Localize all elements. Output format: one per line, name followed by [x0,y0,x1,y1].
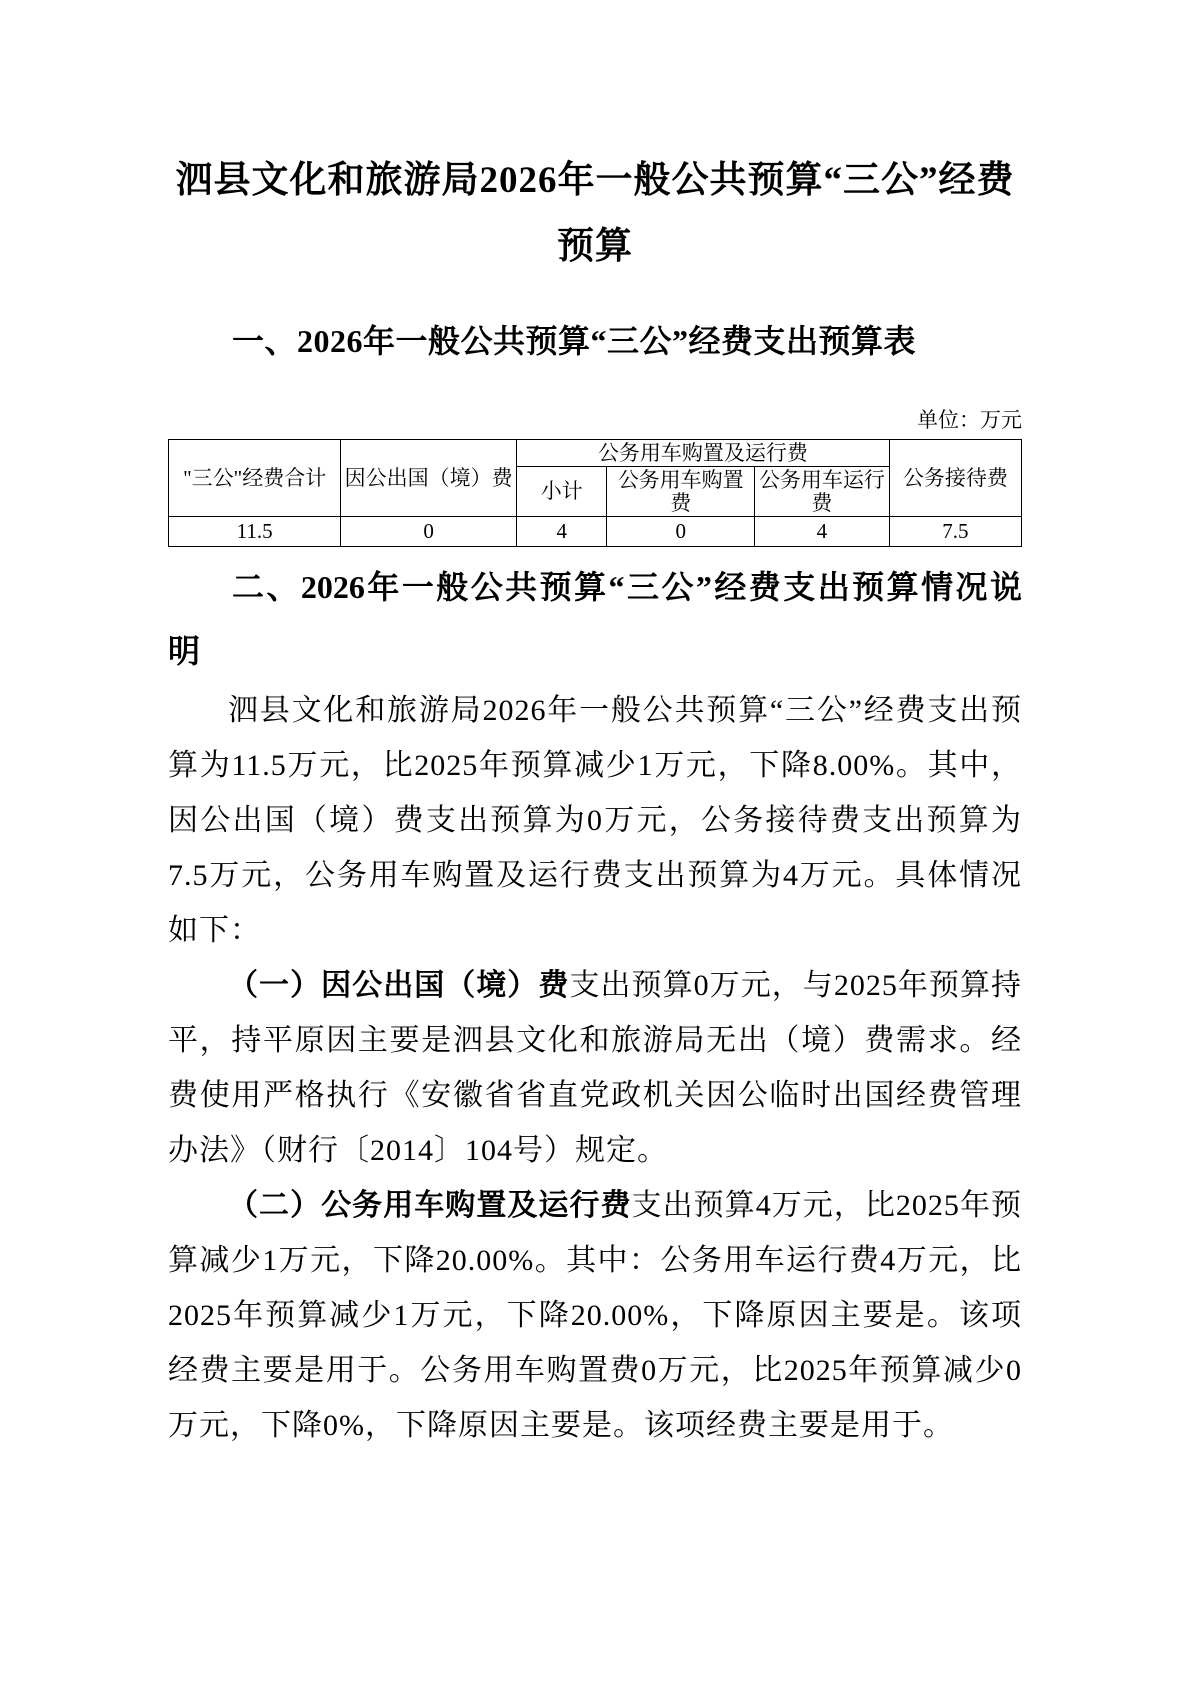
paragraph-vehicle-body: 支出预算4万元，比2025年预算减少1万元，下降20.00%。其中：公务用车运行费4万元，比2025年预算减少1万元，下降20.00%，下降原因主要是。该项经费主要是用于。公务用车购置费0万元，比2025年预算减少0万元，下降0%，下降原因主要是。该项经费主要是用于。 [168,1189,1023,1442]
col-header-total: "三公"经费合计 [169,440,341,517]
section1-heading: 一、2026年一般公共预算“三公”经费支出预算表 [232,323,917,359]
col-header-purchase: 公务用车购置费 [607,467,755,517]
table-row [169,517,1022,547]
unit-label: 单位：万元 [917,408,1022,432]
page-title-line1: 泗县文化和旅游局2026年一般公共预算“三公”经费 [175,160,1015,201]
section2-heading-line2: 明 [168,633,201,669]
value-reception: 7.5 [889,517,1021,547]
paragraph-vehicle-lead: （二）公务用车购置及运行费 [228,1189,632,1222]
value-subtotal: 4 [517,517,607,547]
value-operation: 4 [754,517,889,547]
paragraph-abroad [168,958,1022,1178]
section2-heading [168,555,1022,683]
col-header-abroad: 因公出国（境）费 [341,440,517,517]
paragraph-abroad-body: 支出预算0万元，与2025年预算持平，持平原因主要是泗县文化和旅游局无出（境）费需求。经费使用严格执行《安徽省省直党政机关因公临时出国经费管理办法》（财行〔2014〕104号）规定。 [168,969,1023,1167]
value-purchase: 0 [607,517,755,547]
document-content [168,0,1022,1453]
value-abroad: 0 [341,517,517,547]
col-header-subtotal: 小计 [517,467,607,517]
col-header-vehicle-group: 公务用车购置及运行费 [517,440,890,467]
col-header-reception: 公务接待费 [889,440,1021,517]
section2-heading-line1: 二、2026年一般公共预算“三公”经费支出预算情况说 [232,569,1022,605]
paragraph-abroad-lead: （一）因公出国（境）费 [228,969,570,1002]
col-header-operation: 公务用车运行费 [754,467,889,517]
value-total: 11.5 [169,517,341,547]
paragraph-vehicle [168,1178,1022,1453]
budget-table [168,439,1022,547]
paragraph-overview: 泗县文化和旅游局2026年一般公共预算“三公”经费支出预算为11.5万元，比2025年预算减少1万元，下降8.00%。其中，因公出国（境）费支出预算为0万元，公务接待费支出预算为7.5万元，公务用车购置及运行费支出预算为4万元。具体情况如下： [168,694,1022,947]
page-title [168,148,1022,280]
page-title-line2: 预算 [557,226,633,267]
